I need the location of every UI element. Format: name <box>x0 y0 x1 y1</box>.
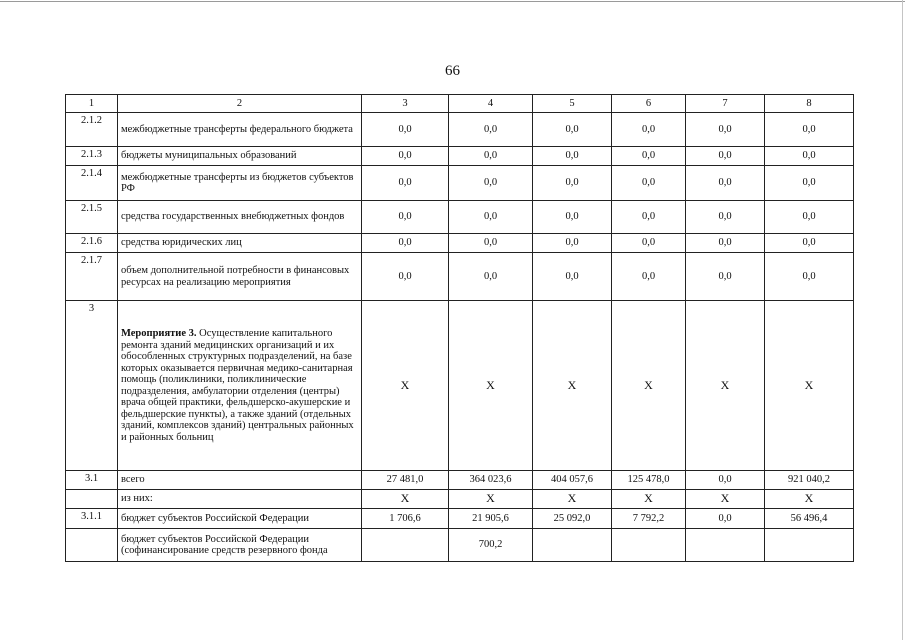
row-code: 2.1.2 <box>66 113 118 147</box>
column-number-header: 3 <box>362 95 449 113</box>
row-value: Х <box>533 490 612 509</box>
row-code: 2.1.3 <box>66 147 118 166</box>
row-value: 27 481,0 <box>362 471 449 490</box>
table-row <box>66 113 854 147</box>
row-description: средства юридических лиц <box>118 234 362 253</box>
row-value: 0,0 <box>449 253 533 301</box>
row-value: 0,0 <box>765 201 854 234</box>
table-header-row <box>66 95 854 113</box>
row-code: 2.1.5 <box>66 201 118 234</box>
row-value: 0,0 <box>533 253 612 301</box>
table-row <box>66 253 854 301</box>
row-value: 0,0 <box>449 166 533 201</box>
row-value: 0,0 <box>449 201 533 234</box>
row-value: 0,0 <box>686 471 765 490</box>
column-number-header: 4 <box>449 95 533 113</box>
row-value: 0,0 <box>533 113 612 147</box>
row-value <box>362 529 449 562</box>
row-value: 0,0 <box>362 147 449 166</box>
table-row <box>66 529 854 562</box>
row-value: 0,0 <box>362 234 449 253</box>
row-value: 1 706,6 <box>362 509 449 529</box>
row-value: 0,0 <box>612 113 686 147</box>
table-row-measure-3 <box>66 301 854 471</box>
row-value: 0,0 <box>362 113 449 147</box>
row-value: 0,0 <box>765 234 854 253</box>
row-code: 3.1 <box>66 471 118 490</box>
row-description: всего <box>118 471 362 490</box>
row-value <box>686 529 765 562</box>
row-value: 0,0 <box>686 113 765 147</box>
table-row <box>66 201 854 234</box>
row-value: 0,0 <box>686 253 765 301</box>
row-code <box>66 529 118 562</box>
row-value: 0,0 <box>686 509 765 529</box>
right-edge-line <box>902 0 903 640</box>
row-description: межбюджетные трансферты федерального бюджета <box>118 113 362 147</box>
table-row <box>66 147 854 166</box>
row-value: 0,0 <box>449 113 533 147</box>
row-value: 0,0 <box>533 147 612 166</box>
row-value: 0,0 <box>533 234 612 253</box>
row-description <box>118 301 362 471</box>
row-value <box>533 529 612 562</box>
measure-title: Мероприятие 3. <box>121 328 197 339</box>
top-edge-line <box>0 1 905 2</box>
row-value: 0,0 <box>765 113 854 147</box>
row-value: Х <box>362 490 449 509</box>
row-value: Х <box>612 490 686 509</box>
row-value: 0,0 <box>362 201 449 234</box>
row-value <box>612 529 686 562</box>
row-value: 0,0 <box>449 147 533 166</box>
table-row <box>66 471 854 490</box>
row-value: 0,0 <box>612 166 686 201</box>
column-number-header: 5 <box>533 95 612 113</box>
table-row <box>66 166 854 201</box>
row-value: 700,2 <box>449 529 533 562</box>
row-value: 0,0 <box>449 234 533 253</box>
column-number-header: 1 <box>66 95 118 113</box>
row-code: 2.1.6 <box>66 234 118 253</box>
row-value: Х <box>362 301 449 471</box>
column-number-header: 2 <box>118 95 362 113</box>
row-description: средства государственных внебюджетных фондов <box>118 201 362 234</box>
row-value: 0,0 <box>686 201 765 234</box>
row-value: 25 092,0 <box>533 509 612 529</box>
row-value: Х <box>612 301 686 471</box>
row-value: Х <box>765 490 854 509</box>
row-value: 21 905,6 <box>449 509 533 529</box>
row-description: из них: <box>118 490 362 509</box>
table-row <box>66 490 854 509</box>
row-value: 125 478,0 <box>612 471 686 490</box>
row-value: 0,0 <box>686 166 765 201</box>
row-code: 2.1.7 <box>66 253 118 301</box>
row-value: 0,0 <box>765 166 854 201</box>
row-value: 364 023,6 <box>449 471 533 490</box>
table-row <box>66 509 854 529</box>
row-value: 0,0 <box>533 166 612 201</box>
column-number-header: 8 <box>765 95 854 113</box>
row-code <box>66 490 118 509</box>
row-code: 3.1.1 <box>66 509 118 529</box>
row-value: 0,0 <box>765 147 854 166</box>
row-value: 0,0 <box>612 253 686 301</box>
row-code: 3 <box>66 301 118 471</box>
row-value <box>765 529 854 562</box>
row-value: 0,0 <box>686 147 765 166</box>
table-row <box>66 234 854 253</box>
row-value: 0,0 <box>362 166 449 201</box>
row-value: 0,0 <box>533 201 612 234</box>
row-description: бюджеты муниципальных образований <box>118 147 362 166</box>
row-value: 0,0 <box>612 147 686 166</box>
financing-table <box>65 94 854 562</box>
row-value: 0,0 <box>765 253 854 301</box>
row-value: Х <box>686 490 765 509</box>
row-value: Х <box>449 490 533 509</box>
row-value: 404 057,6 <box>533 471 612 490</box>
row-value: 0,0 <box>612 234 686 253</box>
row-value: 921 040,2 <box>765 471 854 490</box>
row-description: объем дополнительной потребности в финансовых ресурсах на реализацию мероприятия <box>118 253 362 301</box>
row-value: 0,0 <box>612 201 686 234</box>
row-description: бюджет субъектов Российской Федерации (софинансирование средств резервного фонда <box>118 529 362 562</box>
row-value: Х <box>533 301 612 471</box>
row-description: бюджет субъектов Российской Федерации <box>118 509 362 529</box>
row-description: межбюджетные трансферты из бюджетов субъектов РФ <box>118 166 362 201</box>
row-value: 0,0 <box>362 253 449 301</box>
measure-text: Осуществление капитального ремонта зданий медицинских организаций и их обособленных структурных подразделений, на базе которых оказывается первичная медико-санитарная помощь (поликлиники, поликлинические подразделения, амбулатории отделения (центры) врача общей практики, фельдшерско-акушерские и фельдшерские пункты), а также зданий (отдельных зданий, комплексов зданий) центральных районных и районных больниц <box>121 328 354 443</box>
row-value: 0,0 <box>686 234 765 253</box>
row-code: 2.1.4 <box>66 166 118 201</box>
column-number-header: 7 <box>686 95 765 113</box>
row-value: 56 496,4 <box>765 509 854 529</box>
column-number-header: 6 <box>612 95 686 113</box>
row-value: Х <box>449 301 533 471</box>
row-value: Х <box>686 301 765 471</box>
page-number: 66 <box>445 63 460 79</box>
row-value: Х <box>765 301 854 471</box>
row-value: 7 792,2 <box>612 509 686 529</box>
